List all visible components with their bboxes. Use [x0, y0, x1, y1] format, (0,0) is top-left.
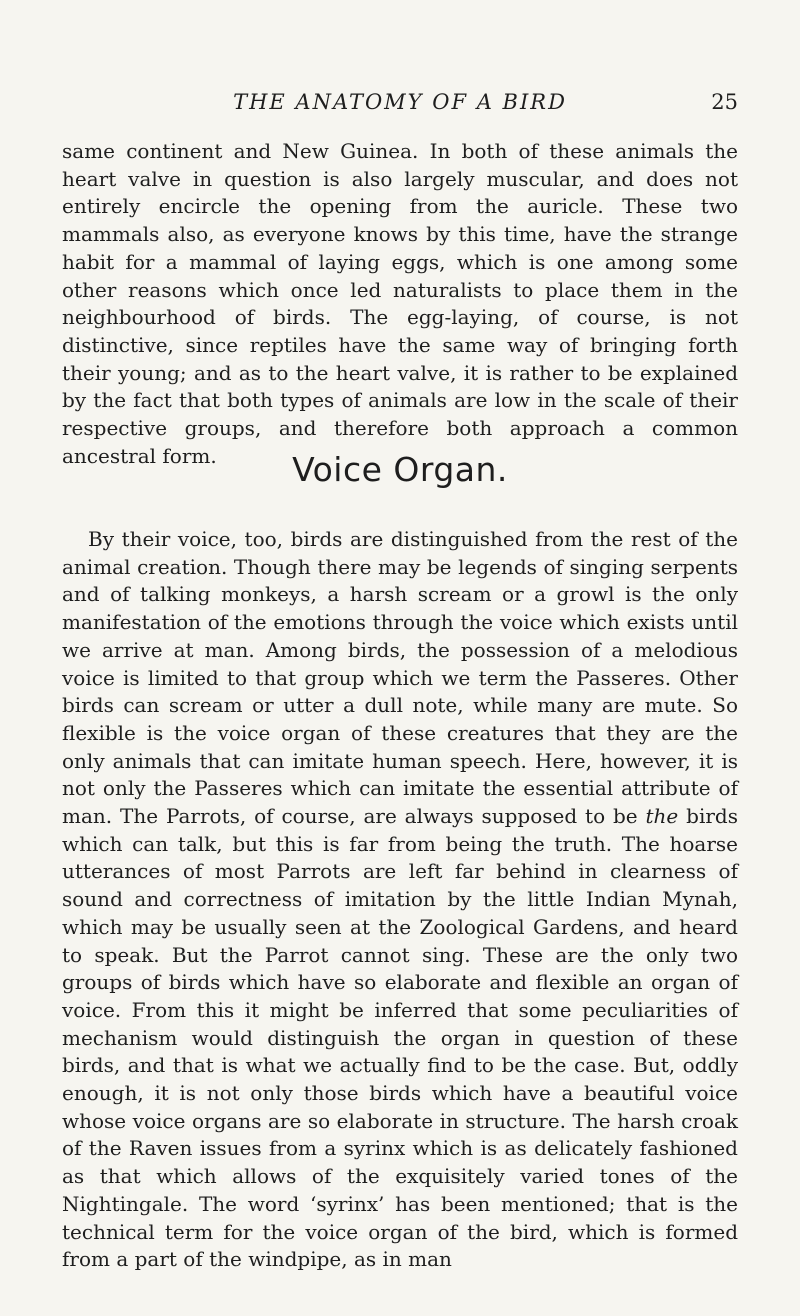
text-run: By their voice, too, birds are distinguished from the rest of the animal creation. Though there may be legends of singing serpents and of talking monkeys, a harsh scream or a growl is the only manifestation of the emotions through the voice which exists until we arrive at man. Among birds, the possession of a melodious voice is limited to that group which we term the Passeres. Other birds can scream or utter a dull note, while many are mute. So flexible is the voice organ of these creatures that they are the only animals that can imitate human speech. Here, however, it is not only the Passeres which can imitate the essential attribute of man. The Parrots, of course, are always supposed to be — [62, 527, 738, 829]
section-heading: Voice Organ. — [292, 450, 508, 489]
running-title: THE ANATOMY OF A BIRD — [233, 90, 567, 114]
paragraph-text — [62, 526, 738, 1274]
paragraph-text: same continent and New Guinea. In both of these animals the heart valve in question is also largely muscular, and does not entirely encircle the opening from the auricle. These two mammals also, as everyone knows by this time, have the strange habit for a mammal of laying eggs, which is one among some other reasons which once led naturalists to place them in the neighbourhood of birds. The egg-laying, of course, is not distinctive, since reptiles have the same way of bringing forth their young; and as to the heart valve, it is rather to be explained by the fact that both types of animals are low in the scale of their respective groups, and therefore both approach a common ancestral form. — [62, 139, 738, 468]
text-run: birds which can talk, but this is far from being the truth. The hoarse utterances of most Parrots are left far behind in clearness of sound and correctness of imitation by the little Indian Mynah, which may be usually seen at the Zoological Gardens, and heard to speak. But the Parrot cannot sing. These are the only two groups of birds which have so elaborate and flexible an organ of voice. From this it might be inferred that some peculiarities of mechanism would distinguish the organ in question of these birds, and that is what we actually find to be the case. But, oddly enough, it is not only those birds which have a beautiful voice whose voice organs are so elaborate in structure. The harsh croak of the Raven issues from a syrinx which is as delicately fashioned as that which allows of the exquisitely varied tones of the Nightingale. The word ‘syrinx’ has been mentioned; that is the technical term for the voice organ of the bird, which is formed from a part of the windpipe, as in man — [62, 804, 738, 1272]
running-head — [0, 84, 800, 120]
paragraph-voice-organ — [62, 526, 738, 1274]
italic-emphasis: the — [645, 804, 679, 829]
paragraph-continued — [62, 138, 738, 470]
page-number: 25 — [711, 90, 738, 114]
